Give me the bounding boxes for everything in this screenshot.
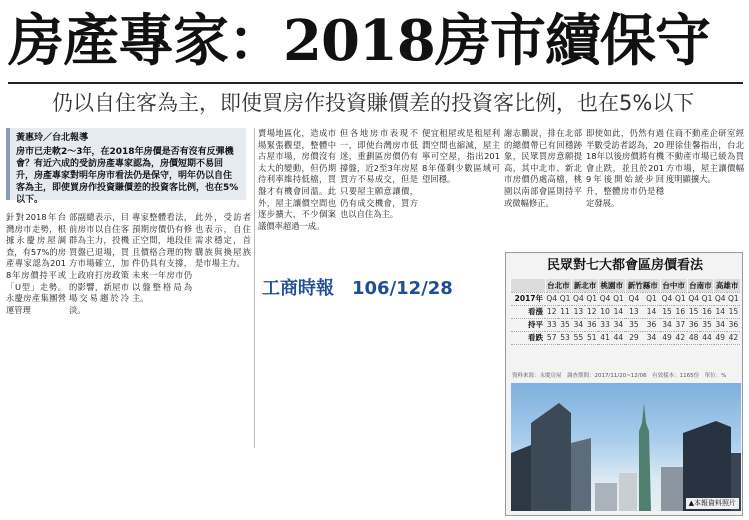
- table-cell: 16: [675, 307, 686, 316]
- table-cell: 33: [546, 320, 557, 329]
- building-edge: [511, 445, 531, 511]
- row-label: 看漲: [511, 305, 546, 318]
- quarter-label: Q4: [661, 294, 673, 303]
- city-header: 台中市: [660, 279, 687, 292]
- table-cell: 49: [715, 333, 725, 342]
- table-cell: 42: [728, 333, 739, 342]
- table-cell: 12: [586, 307, 597, 316]
- row-label: 看跌: [511, 331, 546, 344]
- column-divider: [254, 128, 255, 448]
- table-cell: 15: [688, 307, 699, 316]
- chart-note: 資料來源：永慶房屋 調查期間：2017/11/20~12/06 有效樣本：1165份 單位：%: [512, 373, 727, 379]
- table-cell: 13: [625, 305, 643, 318]
- quarter-label: Q1: [674, 294, 686, 303]
- table-cell: 48: [688, 333, 699, 342]
- lead-paragraph: 房市已走軟2～3年，在2018年房價是否有沒有反彈機會？有近六成的受訪房產專家認為，房價短期不易回升，房產專家對明年房市看法仍是保守，明年仍以自住客為主，即使買房作投資賺價差的投資客比例，也在5%以下。: [16, 147, 239, 205]
- skyline-illustration: [511, 383, 741, 511]
- table-cell: 57: [546, 333, 557, 342]
- table-cell: 42: [675, 333, 686, 342]
- city-header: 新北市: [572, 279, 599, 292]
- table-cell: 11: [560, 307, 570, 316]
- body-column-2: 部副總表示，目前房市以自住客群為主力，投機買盤已退場，買方市場確立，加上政府打房政策的影響，新屋市場交易趨於冷淡。: [69, 212, 129, 315]
- table-cell: 41: [600, 333, 610, 342]
- quarter-label: Q1: [613, 294, 624, 303]
- table-cell: 14: [613, 307, 624, 316]
- city-header-row: [511, 279, 741, 292]
- photo-caption: ▲本報資料照片: [686, 498, 739, 509]
- body-column-1: 針對2018年台灣房市走勢，根據永慶房屋調查，有57%的房產專家認為2018年房價持平或「U型」走勢。永慶房產集團營運管理: [6, 212, 66, 315]
- table-cell: 29: [625, 331, 643, 344]
- subtitle: 仍以自住客為主，即使買房作投資賺價差的投資客比例，也在5%以下: [52, 91, 695, 115]
- year-label: 2017年: [511, 292, 546, 305]
- body-column-10: 住商不動產企研室經理徐佳馨指出，台北不動產市場已緩為買方市場，屋主讓價幅度明顯擴大。: [666, 128, 744, 185]
- table-cell: 14: [715, 307, 725, 316]
- quarter-label: Q1: [728, 294, 739, 303]
- table-cell: 34: [613, 320, 624, 329]
- body-column-6: 但各地房市表現不一，即使台灣房市低迷，重劃區房價仍有撐盤，近2至3年房屋買方不易成交，但是只要屋主願意讓價，仍有成交機會，買方也以自住為主。: [340, 128, 418, 220]
- quarter-label: Q1: [559, 294, 571, 303]
- quarter-label: Q4: [688, 294, 700, 303]
- table-cell: 49: [662, 333, 672, 342]
- quarter-label: Q1: [701, 294, 713, 303]
- quarter-label: Q4: [573, 294, 584, 303]
- table-cell: 55: [573, 333, 584, 342]
- body-column-3: 專家整體看法，預期房價仍有修正空間，地段佳且價格合理的物件仍具有支撐，未來一年房市仍以盤整格局為主。: [132, 212, 192, 304]
- price-table-wrap: [510, 279, 740, 371]
- building-low: [595, 483, 617, 511]
- table-cell: 12: [546, 307, 557, 316]
- table-cell: 34: [662, 320, 672, 329]
- skyline-photo: [511, 383, 741, 511]
- city-header: 新竹縣市: [625, 279, 660, 292]
- price-table: [510, 279, 740, 345]
- table-cell: 13: [573, 307, 584, 316]
- quarter-label: Q1: [586, 294, 598, 303]
- quarter-label: Q4: [625, 292, 643, 305]
- table-cell: 34: [643, 331, 661, 344]
- building-mid: [619, 473, 637, 511]
- table-cell: 34: [573, 320, 584, 329]
- table-cell: 36: [643, 318, 661, 331]
- table-cell: 33: [600, 320, 610, 329]
- body-column-7: 便宜租屋或是租屋利潤空間也縮減，屋主寧可空屋，指出2018年僅剩少數區域可望回穩。: [422, 128, 500, 185]
- quarter-label: Q4: [546, 294, 558, 303]
- headline: 房產專家：2018房市續保守: [8, 8, 710, 74]
- source-line: 工商時報 106/12/28: [262, 278, 453, 299]
- price-table-body: [511, 292, 741, 344]
- table-cell: 44: [702, 333, 712, 342]
- table-cell: 35: [625, 318, 643, 331]
- body-column-8: 謝志鵬說，排在北部的總價帶已有回穩跡象，民眾買房意願提高，其中北市、新北市房價仍處高檔，桃園以南部會區則持平或微幅修正。: [504, 128, 582, 208]
- chart-title: 民眾對七大都會區房價看法: [546, 258, 703, 273]
- city-header: 台南市: [687, 279, 714, 292]
- table-cell: 10: [600, 307, 610, 316]
- quarter-label: Q4: [599, 294, 611, 303]
- table-cell: 16: [702, 307, 712, 316]
- quarter-row: [511, 292, 741, 305]
- table-cell: 14: [643, 305, 661, 318]
- body-column-9: 即使如此，仍然有過半數受訪者認為，2018年以後房價將有機會止跌，並且於2019年後開始緩步回升，整體房市仍是穩定發展。: [586, 128, 664, 208]
- table-cell: 53: [560, 333, 570, 342]
- table-cell: 37: [675, 320, 686, 329]
- table-corner: [511, 279, 546, 292]
- table-cell: 44: [613, 333, 624, 342]
- table-row: [511, 331, 741, 344]
- headline-rule: [8, 82, 743, 84]
- table-cell: 36: [688, 320, 699, 329]
- row-label: 持平: [511, 318, 546, 331]
- price-survey-panel: [505, 252, 743, 516]
- building-left-2: [571, 438, 591, 511]
- city-header: 高雄市: [714, 279, 740, 292]
- table-cell: 51: [586, 333, 597, 342]
- lead-box: [6, 128, 246, 205]
- table-row: [511, 318, 741, 331]
- table-cell: 36: [728, 320, 739, 329]
- building-right-1: [661, 467, 683, 511]
- quarter-label: Q4: [714, 294, 726, 303]
- body-column-4: 此外，受訪者也表示，自住需求穩定，首購族與換屋族是市場主力。: [195, 212, 251, 269]
- quarter-label: Q1: [643, 292, 661, 305]
- table-cell: 34: [715, 320, 725, 329]
- body-column-5: 賣場地區化，造成市場緊張觀望，整體中古屋市場，房價沒有太大的變動，但仍期待利率維持低檔，買盤才有機會回溫。此外，屋主讓價空間也逐步擴大，不少個案議價率超過一成。: [258, 128, 336, 231]
- building-left: [531, 403, 571, 511]
- table-cell: 35: [702, 320, 712, 329]
- city-header: 台北市: [545, 279, 572, 292]
- byline: 黃惠玲／台北報導: [16, 133, 89, 143]
- table-cell: 15: [662, 307, 672, 316]
- table-cell: 15: [728, 307, 739, 316]
- table-row: [511, 305, 741, 318]
- table-cell: 35: [560, 320, 570, 329]
- city-header: 桃園市: [598, 279, 625, 292]
- table-cell: 36: [586, 320, 597, 329]
- taipei-101: [639, 403, 651, 511]
